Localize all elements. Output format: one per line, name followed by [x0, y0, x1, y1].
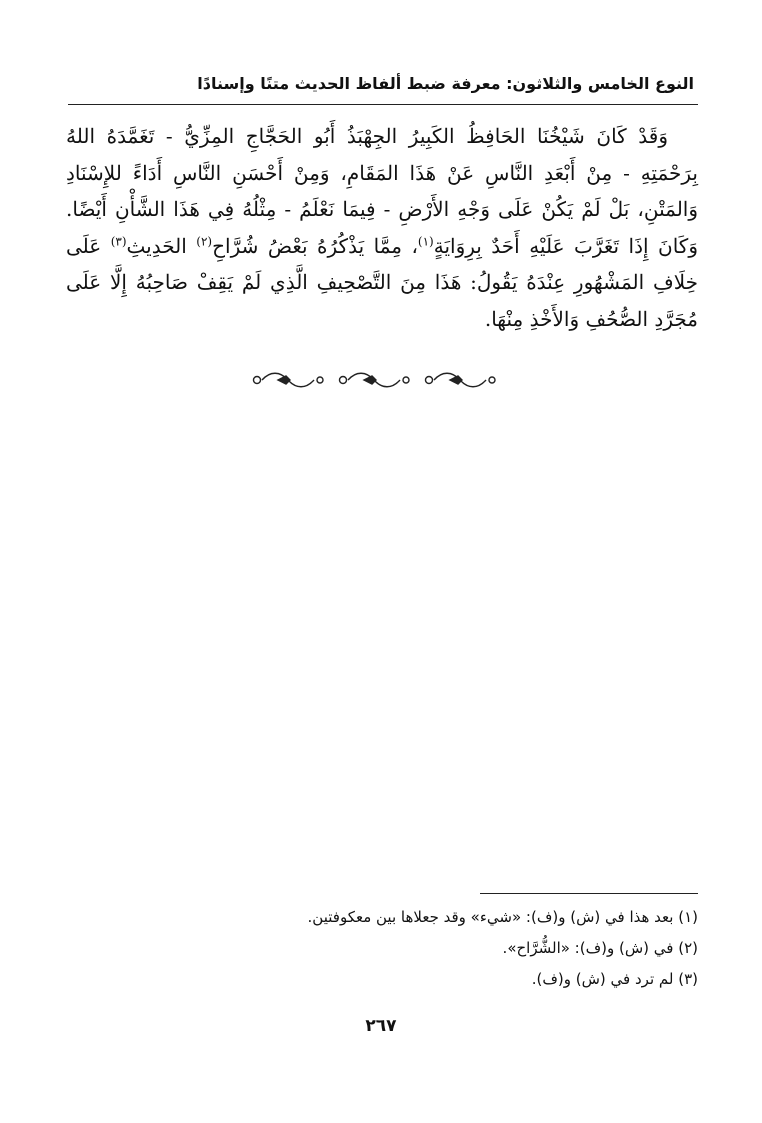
- footnote-2: (٢) في (ش) و(ف): «الشُّرَّاح».: [502, 939, 698, 957]
- footnotes: [66, 902, 698, 995]
- ornament-unit: [426, 373, 496, 387]
- body-text: [66, 118, 698, 337]
- footnote-3: (٣) لم ترد في (ش) و(ف).: [531, 970, 698, 988]
- body-segment-1: وَقَدْ كَانَ شَيْخُنَا الحَافِظُ الكَبِيرُ الجِهْبَذُ أَبُو الحَجَّاجِ المِزِّيُّ - تَغَمَّدَهُ اللهُ بِرَحْمَتِهِ - مِنْ أَبْعَدِ النَّاسِ عَنْ هَذَا المَقَامِ، وَمِنْ أَحْسَنِ النَّاسِ أَدَاءً للإِسْنَادِ وَالمَتْنِ، بَلْ لَمْ يَكُنْ عَلَى وَجْهِ الأَرْضِ - فِيمَا نَعْلَمُ - مِثْلُهُ فِي هَذَا الشَّأْنِ أَيْضًا. وَكَانَ إِذَا تَغَرَّبَ عَلَيْهِ أَحَدٌ بِرِوَايَةٍ: [66, 124, 698, 258]
- footnote-marker-1: (١): [417, 233, 434, 248]
- page-number: ٢٦٧: [365, 1016, 397, 1036]
- section-divider-ornament: [248, 368, 508, 392]
- running-head: النوع الخامس والثلاثون: معرفة ضبط ألفاظ الحديث متنًا وإسنادًا: [197, 74, 694, 93]
- footnote-1: (١) بعد هذا في (ش) و(ف): «شيء» وقد جعلاها بين معكوفتين.: [307, 908, 698, 926]
- body-segment-3: الحَدِيثِ: [126, 233, 197, 258]
- header-rule: [68, 104, 698, 105]
- footnote-marker-3: (٣): [110, 233, 127, 248]
- ornament-unit: [340, 373, 410, 387]
- body-segment-4: عَلَى خِلَافِ المَشْهُورِ عِنْدَهُ يَقُولُ: هَذَا مِنَ التَّصْحِيفِ الَّذِي لَمْ يَقِفْ صَاحِبُهُ إِلَّا عَلَى مُجَرَّدِ الصُّحُفِ وَالأَخْذِ مِنْهَا.: [66, 233, 698, 331]
- footnote-separator: [480, 893, 698, 894]
- ornament-unit: [254, 373, 324, 387]
- body-paragraph: [66, 118, 698, 337]
- footnote-marker-2: (٢): [196, 233, 213, 248]
- body-segment-2: ، مِمَّا يَذْكُرُهُ بَعْضُ شُرَّاحِ: [212, 233, 418, 258]
